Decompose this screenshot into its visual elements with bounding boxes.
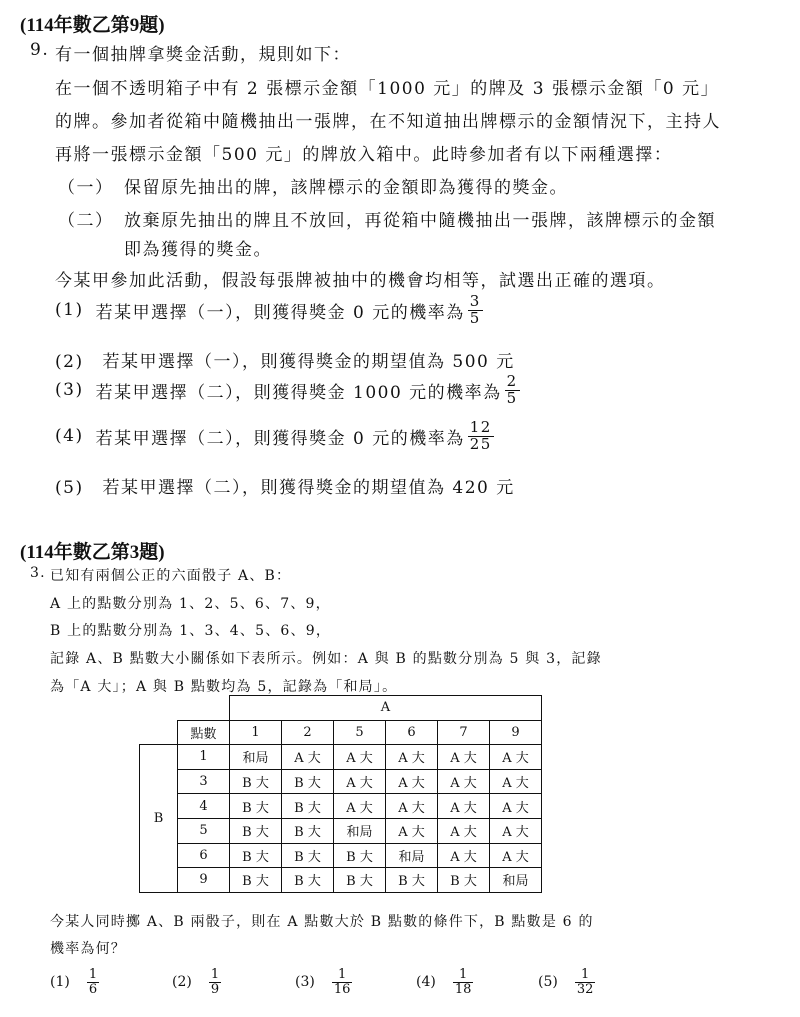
table-cell: A 大 bbox=[282, 745, 334, 770]
option-label: (3) bbox=[295, 974, 315, 991]
denominator: 16 bbox=[333, 981, 351, 997]
numerator: 2 bbox=[506, 372, 518, 390]
table-cell: B 大 bbox=[282, 868, 334, 893]
denominator: 32 bbox=[576, 981, 594, 997]
table-b-value: 5 bbox=[178, 818, 230, 843]
fraction bbox=[332, 968, 353, 996]
table-cell: B 大 bbox=[334, 843, 386, 868]
denominator: 25 bbox=[469, 434, 492, 453]
q9-option-4 bbox=[55, 420, 494, 453]
table-b-value: 1 bbox=[178, 745, 230, 770]
option-text: 若某甲選擇（二），則獲得獎金 0 元的機率為 bbox=[95, 428, 465, 449]
table-cell: A 大 bbox=[334, 769, 386, 794]
q3-number: 3. bbox=[30, 565, 46, 581]
numerator: 1 bbox=[458, 967, 468, 982]
numerator: 1 bbox=[210, 967, 220, 982]
table-cell: B 大 bbox=[334, 868, 386, 893]
table-row bbox=[140, 769, 542, 794]
table-b-value: 6 bbox=[178, 843, 230, 868]
fraction bbox=[453, 968, 474, 996]
option-label: (1) bbox=[55, 300, 84, 321]
table-cell: A 大 bbox=[490, 769, 542, 794]
dice-comparison-table bbox=[139, 695, 542, 893]
table-cell: B 大 bbox=[230, 794, 282, 819]
option-label: (2) bbox=[172, 974, 192, 991]
table-cell: A 大 bbox=[334, 794, 386, 819]
q3-question-line-2: 機率為何？ bbox=[50, 941, 126, 957]
table-row bbox=[140, 794, 542, 819]
denominator: 9 bbox=[210, 981, 220, 997]
option-text: 若某甲選擇（一），則獲得獎金 0 元的機率為 bbox=[95, 302, 465, 323]
q9-choice1-label: （一） bbox=[58, 178, 114, 198]
fraction bbox=[468, 420, 494, 453]
table-cell: A 大 bbox=[386, 818, 438, 843]
table-a-value: 9 bbox=[490, 720, 542, 745]
denominator: 18 bbox=[454, 981, 472, 997]
table-cell: B 大 bbox=[282, 843, 334, 868]
table-cell: A 大 bbox=[386, 769, 438, 794]
table-row bbox=[140, 745, 542, 770]
option-text: 若某甲選擇（一），則獲得獎金的期望值為 500 元 bbox=[102, 352, 515, 372]
table-b-value: 3 bbox=[178, 769, 230, 794]
table-cell: 和局 bbox=[334, 818, 386, 843]
table-cell: B 大 bbox=[438, 868, 490, 893]
table-a-value: 1 bbox=[230, 720, 282, 745]
fraction bbox=[87, 968, 99, 996]
table-cell: B 大 bbox=[230, 818, 282, 843]
table-b-label: B bbox=[140, 745, 178, 893]
q3-header: (114年數乙第3題) bbox=[20, 542, 165, 563]
numerator: 1 bbox=[580, 967, 590, 982]
table-cell: A 大 bbox=[386, 745, 438, 770]
option-text: 若某甲選擇（二），則獲得獎金 1000 元的機率為 bbox=[95, 382, 502, 403]
q9-option-5 bbox=[55, 473, 515, 498]
table-cell: A 大 bbox=[438, 769, 490, 794]
q9-header: (114年數乙第9題) bbox=[20, 15, 165, 36]
table-cell: A 大 bbox=[490, 794, 542, 819]
table-a-value: 6 bbox=[386, 720, 438, 745]
table-cell: A 大 bbox=[490, 843, 542, 868]
q3-line-1: 已知有兩個公正的六面骰子 A、B： bbox=[50, 568, 292, 584]
q3-line-4: 記錄 A、B 點數大小關係如下表所示。例如：A 與 B 的點數分別為 5 與 3，記錄 bbox=[50, 651, 602, 667]
table-corner-label: 點數 bbox=[178, 720, 230, 745]
q9-line-4: 再將一張標示金額「500 元」的牌放入箱中。此時參加者有以下兩種選擇： bbox=[55, 145, 673, 165]
q3-option-2 bbox=[172, 968, 221, 996]
numerator: 1 bbox=[88, 967, 98, 982]
table-cell: B 大 bbox=[230, 769, 282, 794]
table-cell: B 大 bbox=[386, 868, 438, 893]
q3-option-3 bbox=[295, 968, 352, 996]
table-cell: A 大 bbox=[438, 843, 490, 868]
q3-question-line-1: 今某人同時擲 A、B 兩骰子，則在 A 點數大於 B 點數的條件下，B 點數是 6 的 bbox=[50, 914, 594, 930]
q9-option-1 bbox=[55, 294, 483, 327]
numerator: 1 bbox=[337, 967, 347, 982]
table-cell: A 大 bbox=[438, 818, 490, 843]
q3-line-3: B 上的點數分別為 1、3、4、5、6、9， bbox=[50, 623, 332, 639]
table-cell: B 大 bbox=[282, 794, 334, 819]
q9-line-3: 的牌。參加者從箱中隨機抽出一張牌，在不知道抽出牌標示的金額情況下，主持人 bbox=[55, 112, 721, 132]
denominator: 5 bbox=[506, 388, 518, 407]
table-cell: A 大 bbox=[386, 794, 438, 819]
numerator: 12 bbox=[469, 418, 492, 436]
q3-option-4 bbox=[416, 968, 473, 996]
table-blank bbox=[140, 720, 178, 745]
table-cell: B 大 bbox=[282, 769, 334, 794]
fraction bbox=[505, 374, 520, 407]
q9-choice1-text: 保留原先抽出的牌，該牌標示的金額即為獲得的獎金。 bbox=[124, 178, 568, 198]
table-cell: 和局 bbox=[386, 843, 438, 868]
q9-choice2-text: 放棄原先抽出的牌且不放回，再從箱中隨機抽出一張牌，該牌標示的金額 bbox=[124, 211, 716, 231]
table-a-value: 5 bbox=[334, 720, 386, 745]
option-text: 若某甲選擇（二），則獲得獎金的期望值為 420 元 bbox=[102, 478, 515, 498]
table-cell: B 大 bbox=[230, 868, 282, 893]
q9-choice2-label: （二） bbox=[58, 211, 114, 231]
q3-option-5 bbox=[538, 968, 595, 996]
option-label: (1) bbox=[50, 974, 70, 991]
table-corner-blank bbox=[140, 696, 230, 721]
q9-instruction: 今某甲參加此活動，假設每張牌被抽中的機會均相等，試選出正確的選項。 bbox=[55, 271, 666, 291]
table-a-label: A bbox=[230, 696, 542, 721]
denominator: 6 bbox=[88, 981, 98, 997]
table-cell: B 大 bbox=[282, 818, 334, 843]
table-a-value: 7 bbox=[438, 720, 490, 745]
table-row bbox=[140, 818, 542, 843]
q9-choice2-cont: 即為獲得的獎金。 bbox=[124, 240, 272, 260]
table-cell: A 大 bbox=[490, 818, 542, 843]
q9-option-2 bbox=[55, 347, 515, 372]
option-label: (4) bbox=[416, 974, 436, 991]
table-a-value: 2 bbox=[282, 720, 334, 745]
option-label: (3) bbox=[55, 380, 84, 401]
table-cell: A 大 bbox=[490, 745, 542, 770]
table-cell: B 大 bbox=[230, 843, 282, 868]
q3-option-1 bbox=[50, 968, 99, 996]
q9-line-2: 在一個不透明箱子中有 2 張標示金額「1000 元」的牌及 3 張標示金額「0 元」 bbox=[55, 79, 720, 99]
table-cell: A 大 bbox=[334, 745, 386, 770]
option-label: (2) bbox=[55, 352, 84, 372]
option-label: (5) bbox=[55, 478, 84, 498]
table-row bbox=[140, 868, 542, 893]
q3-line-2: A 上的點數分別為 1、2、5、6、7、9， bbox=[50, 596, 331, 612]
table-cell: 和局 bbox=[490, 868, 542, 893]
option-label: (4) bbox=[55, 426, 84, 447]
fraction bbox=[575, 968, 596, 996]
q3-line-5: 為「A 大」；A 與 B 點數均為 5，記錄為「和局」。 bbox=[50, 679, 398, 695]
q9-line-1: 有一個抽牌拿獎金活動，規則如下： bbox=[55, 45, 351, 65]
denominator: 5 bbox=[469, 308, 481, 327]
q9-number: 9. bbox=[30, 40, 50, 60]
table-b-value: 9 bbox=[178, 868, 230, 893]
option-label: (5) bbox=[538, 974, 558, 991]
q9-option-3 bbox=[55, 374, 520, 407]
table-cell: 和局 bbox=[230, 745, 282, 770]
table-cell: A 大 bbox=[438, 745, 490, 770]
table-cell: A 大 bbox=[438, 794, 490, 819]
fraction bbox=[468, 294, 483, 327]
table-row bbox=[140, 843, 542, 868]
fraction bbox=[209, 968, 221, 996]
table-b-value: 4 bbox=[178, 794, 230, 819]
numerator: 3 bbox=[469, 292, 481, 310]
